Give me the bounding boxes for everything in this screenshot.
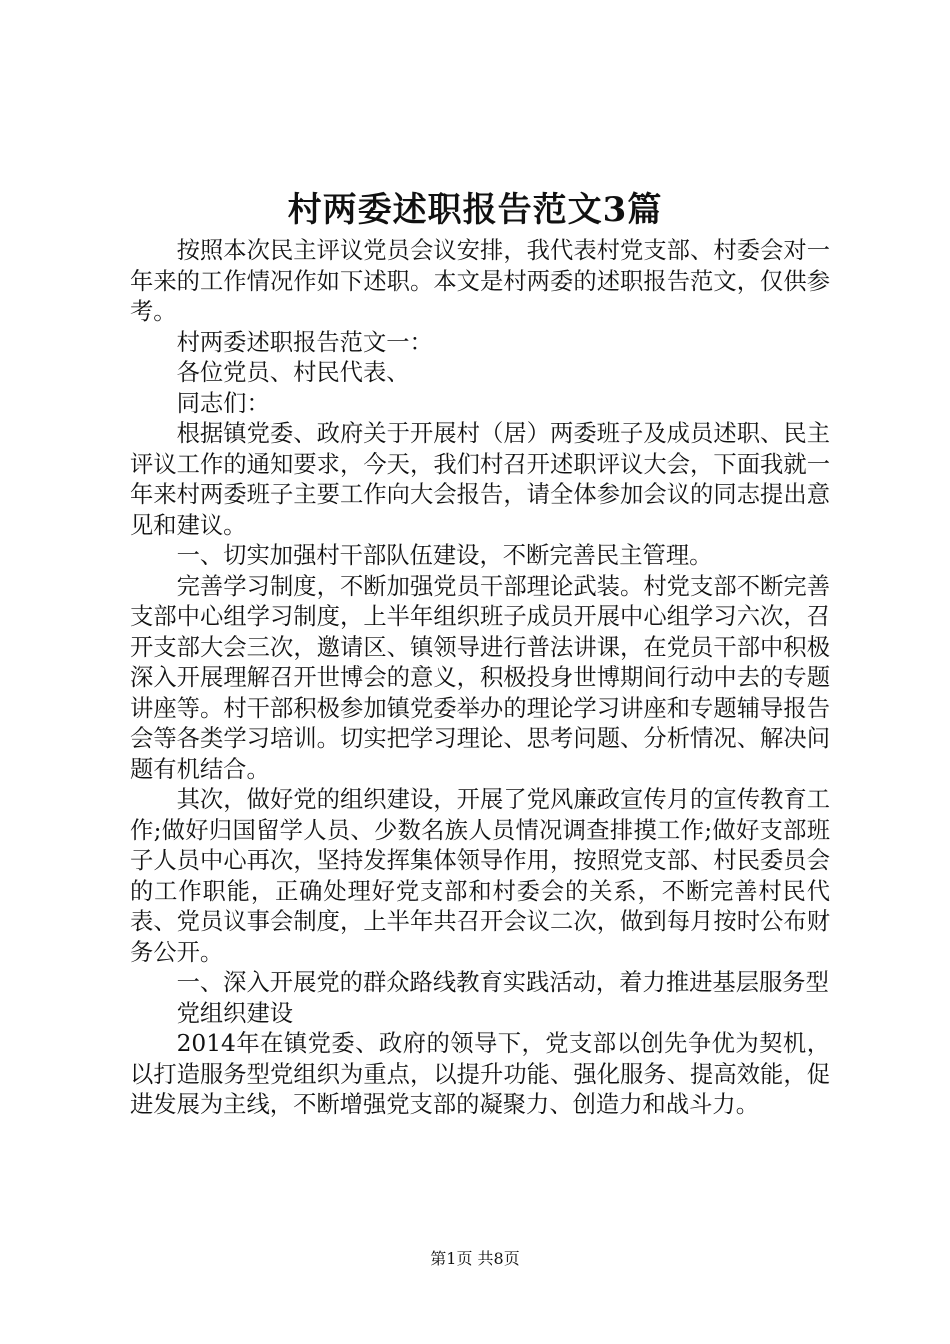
- document-title: 村两委述职报告范文3篇: [287, 190, 663, 230]
- paragraph-opening: 根据镇党委、政府关于开展村（居）两委班子及成员述职、民主评议工作的通知要求，今天，我们村召开述职评议大会，下面我就一年来村两委班子主要工作向大会报告，请全体参加会议的同志提出意见和建议。: [130, 420, 830, 539]
- paragraph-heading-sample-one: 村两委述职报告范文一：: [176, 328, 433, 356]
- page-footer: 第1页 共8页: [430, 1249, 520, 1268]
- paragraph-section-2-cont: 党组织建设: [176, 999, 294, 1027]
- paragraph-study-system: 完善学习制度，不断加强党员干部理论武装。村党支部不断完善支部中心组学习制度，上半年组织班子成员开展中心组学习六次，召开支部大会三次，邀请区、镇领导进行普法讲课，在党员干部中积极深入开展理解召开世博会的意义，积极投身世博期间行动中去的专题讲座等。村干部积极参加镇党委举办的理论学习讲座和专题辅导报告会等各类学习培训。切实把学习理论、思考问题、分析情况、解决问题有机结合。: [130, 572, 830, 783]
- document-body: [130, 236, 830, 1121]
- paragraph-salutation-2: 同志们：: [176, 389, 270, 417]
- paragraph-organization: 其次，做好党的组织建设，开展了党风廉政宣传月的宣传教育工作;做好归国留学人员、少数名族人员情况调查排摸工作;做好支部班子人员中心再次，坚持发挥集体领导作用，按照党支部、村民委员会的工作职能，正确处理好党支部和村委会的关系，不断完善村民代表、党员议事会制度，上半年共召开会议二次，做到每月按时公布财务公开。: [130, 786, 830, 966]
- paragraph-2014: 2014年在镇党委、政府的领导下，党支部以创先争优为契机，以打造服务型党组织为重点，以提升功能、强化服务、提高效能，促进发展为主线，不断增强党支部的凝聚力、创造力和战斗力。: [130, 1030, 830, 1118]
- paragraph-intro: 按照本次民主评议党员会议安排，我代表村党支部、村委会对一年来的工作情况作如下述职。本文是村两委的述职报告范文，仅供参考。: [130, 237, 830, 325]
- paragraph-salutation-1: 各位党员、村民代表、: [176, 359, 410, 386]
- paragraph-section-2: 一、深入开展党的群众路线教育实践活动，着力推进基层服务型: [176, 969, 829, 996]
- paragraph-section-1: 一、切实加强村干部队伍建设，不断完善民主管理。: [176, 542, 713, 569]
